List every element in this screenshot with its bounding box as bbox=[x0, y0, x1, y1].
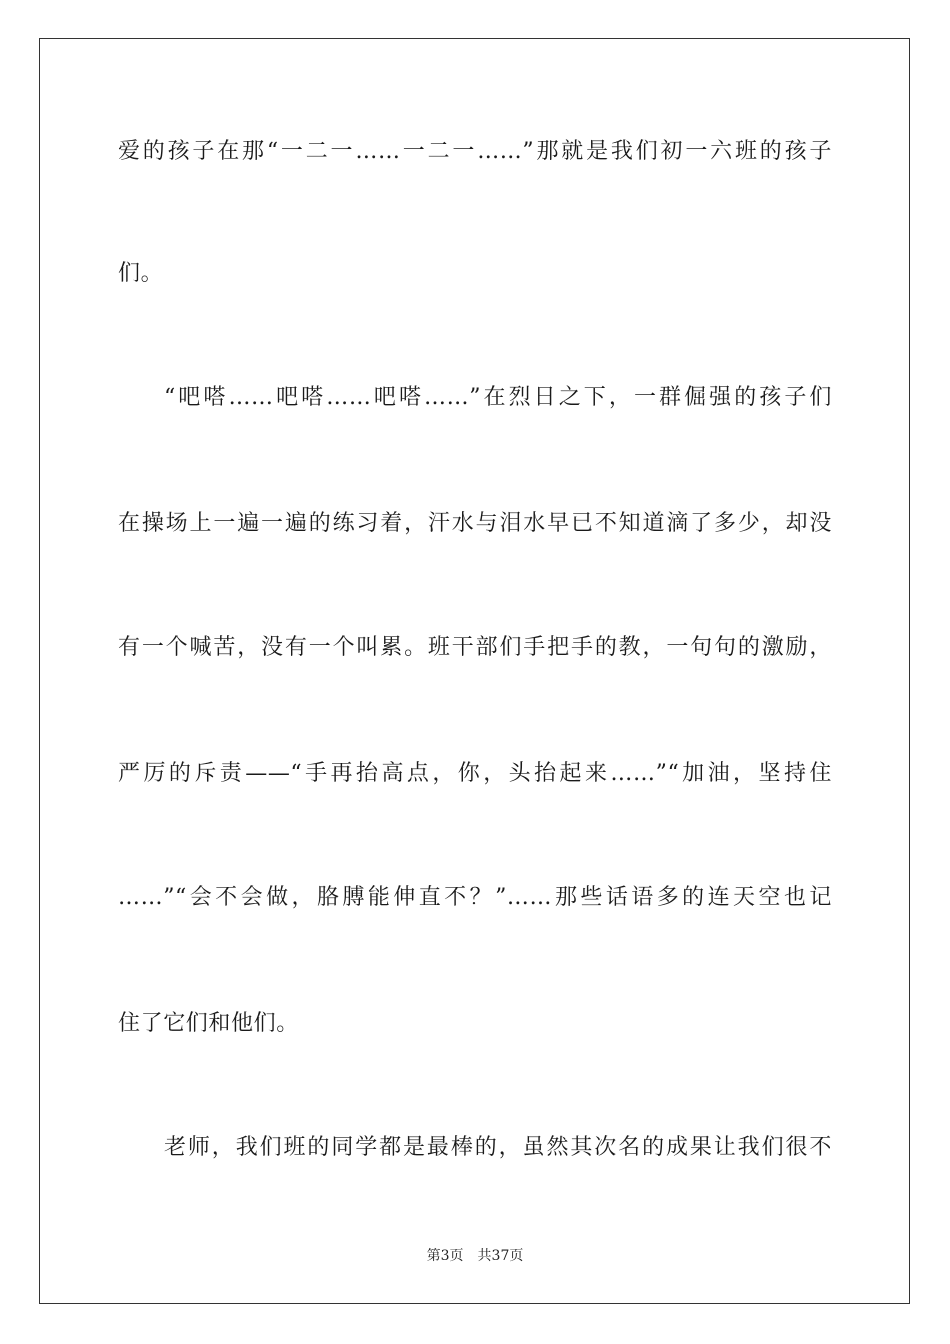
body-line-1: 爱的孩子在那“一二一……一二一……”那就是我们初一六班的孩子 bbox=[118, 139, 832, 164]
total-pages-label: 共37页 bbox=[477, 1248, 524, 1264]
page-footer bbox=[0, 1246, 950, 1266]
body-line-5: 有一个喊苦，没有一个叫累。班干部们手把手的教，一句句的激励， bbox=[118, 635, 832, 660]
body-line-9: 老师，我们班的同学都是最棒的，虽然其次名的成果让我们很不 bbox=[164, 1135, 832, 1160]
body-line-8: 住了它们和他们。 bbox=[118, 1011, 299, 1036]
body-line-4: 在操场上一遍一遍的练习着，汗水与泪水早已不知道滴了多少，却没 bbox=[118, 511, 832, 536]
body-line-6: 严厉的斥责——“手再抬高点，你，头抬起来……”“加油，坚持住 bbox=[118, 761, 832, 786]
body-line-7: ……”“会不会做，胳膊能伸直不？”……那些话语多的连天空也记 bbox=[118, 885, 832, 910]
body-line-3: “吧嗒……吧嗒……吧嗒……”在烈日之下，一群倔强的孩子们 bbox=[164, 385, 832, 410]
page-border bbox=[39, 38, 910, 1304]
body-line-2: 们。 bbox=[118, 261, 164, 286]
current-page-label: 第3页 bbox=[426, 1248, 464, 1264]
